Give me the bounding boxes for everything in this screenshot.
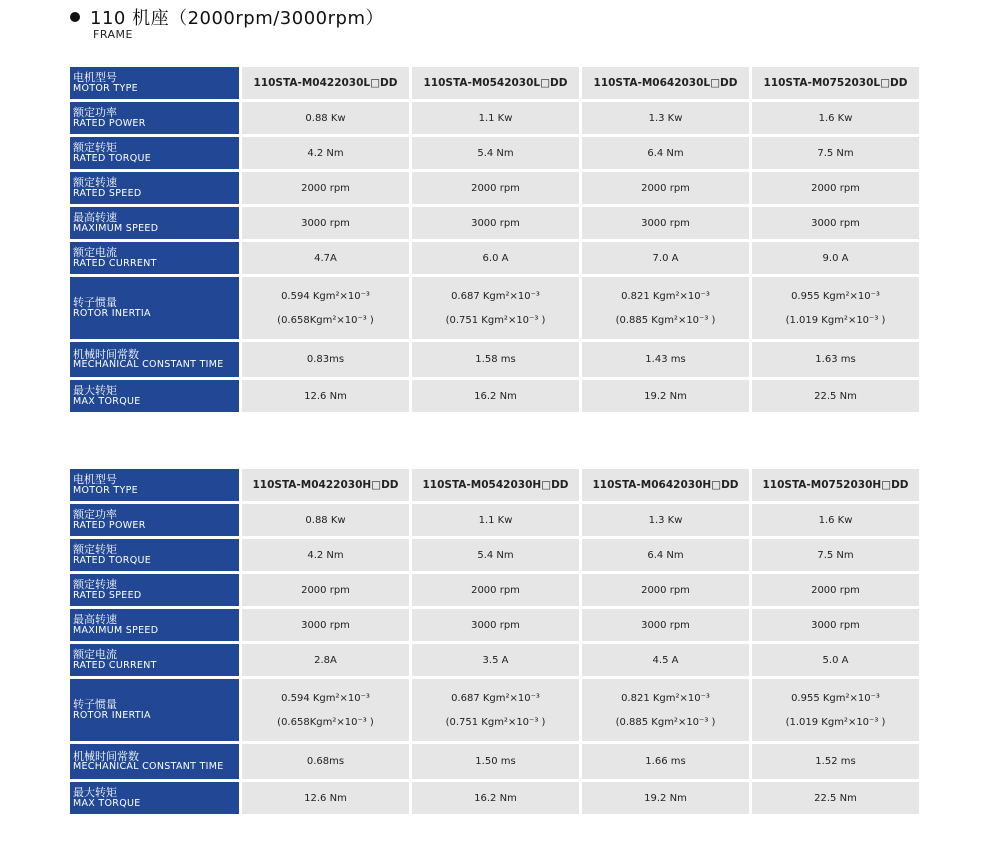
row-label: 额定功率 RATED POWER xyxy=(70,504,239,536)
row-label: 额定电流 RATED CURRENT xyxy=(70,242,239,274)
value-cell: 0.687 Kgm²×10⁻³ (0.751 Kgm²×10⁻³ ) xyxy=(409,277,579,339)
table-row-rated-speed xyxy=(70,574,919,606)
value-cell: 3000 rpm xyxy=(579,207,749,239)
value-cell: 0.687 Kgm²×10⁻³ (0.751 Kgm²×10⁻³ ) xyxy=(409,679,579,741)
value-cell: 3000 rpm xyxy=(749,609,919,641)
value-cell: 3000 rpm xyxy=(749,207,919,239)
table-row-max-speed xyxy=(70,207,919,239)
value-cell: 0.821 Kgm²×10⁻³ (0.885 Kgm²×10⁻³ ) xyxy=(579,679,749,741)
row-label: 最高转速 MAXIMUM SPEED xyxy=(70,609,239,641)
value-cell: 3.5 A xyxy=(409,644,579,676)
value-cell: 2000 rpm xyxy=(239,574,409,606)
value-cell: 12.6 Nm xyxy=(239,380,409,412)
table-row-rotor-inertia xyxy=(70,679,919,741)
spec-table-h xyxy=(70,466,919,817)
value-cell: 22.5 Nm xyxy=(749,782,919,814)
row-label: 额定转速 RATED SPEED xyxy=(70,574,239,606)
table-row-rated-torque xyxy=(70,137,919,169)
value-cell: 3000 rpm xyxy=(239,207,409,239)
value-cell: 6.4 Nm xyxy=(579,539,749,571)
value-cell: 0.821 Kgm²×10⁻³ (0.885 Kgm²×10⁻³ ) xyxy=(579,277,749,339)
value-cell: 3000 rpm xyxy=(409,207,579,239)
table-row-motor-type xyxy=(70,67,919,99)
value-cell: 1.1 Kw xyxy=(409,102,579,134)
value-cell: 22.5 Nm xyxy=(749,380,919,412)
model-cell: 110STA-M0422030L□DD xyxy=(239,67,409,99)
value-cell: 1.52 ms xyxy=(749,744,919,779)
row-label: 最大转矩 MAX TORQUE xyxy=(70,782,239,814)
row-label: 额定转速 RATED SPEED xyxy=(70,172,239,204)
value-cell: 2000 rpm xyxy=(749,574,919,606)
value-cell: 9.0 A xyxy=(749,242,919,274)
row-label: 转子惯量 ROTOR INERTIA xyxy=(70,277,239,339)
value-cell: 0.955 Kgm²×10⁻³ (1.019 Kgm²×10⁻³ ) xyxy=(749,679,919,741)
value-cell: 2000 rpm xyxy=(239,172,409,204)
table-row-rated-current xyxy=(70,644,919,676)
model-cell: 110STA-M0752030H□DD xyxy=(749,469,919,501)
value-cell: 0.88 Kw xyxy=(239,102,409,134)
value-cell: 5.4 Nm xyxy=(409,137,579,169)
section-heading xyxy=(70,4,384,30)
value-cell: 1.58 ms xyxy=(409,342,579,377)
spec-table-l xyxy=(70,64,919,415)
value-cell: 4.2 Nm xyxy=(239,137,409,169)
model-cell: 110STA-M0422030H□DD xyxy=(239,469,409,501)
value-cell: 19.2 Nm xyxy=(579,380,749,412)
value-cell: 7.5 Nm xyxy=(749,137,919,169)
table-row-rated-power xyxy=(70,102,919,134)
page-title: 110 机座（2000rpm/3000rpm） xyxy=(90,8,384,29)
value-cell: 0.594 Kgm²×10⁻³ (0.658Kgm²×10⁻³ ) xyxy=(239,679,409,741)
row-label: 机械时间常数 MECHANICAL CONSTANT TIME xyxy=(70,342,239,377)
value-cell: 1.43 ms xyxy=(579,342,749,377)
table-row-max-speed xyxy=(70,609,919,641)
value-cell: 1.6 Kw xyxy=(749,102,919,134)
table-row-mech-time xyxy=(70,342,919,377)
value-cell: 2000 rpm xyxy=(579,574,749,606)
value-cell: 2000 rpm xyxy=(749,172,919,204)
table-row-max-torque xyxy=(70,380,919,412)
value-cell: 3000 rpm xyxy=(239,609,409,641)
model-cell: 110STA-M0542030H□DD xyxy=(409,469,579,501)
value-cell: 7.0 A xyxy=(579,242,749,274)
table-row-motor-type xyxy=(70,469,919,501)
row-label: 机械时间常数 MECHANICAL CONSTANT TIME xyxy=(70,744,239,779)
table-row-max-torque xyxy=(70,782,919,814)
value-cell: 2.8A xyxy=(239,644,409,676)
row-label: 电机型号 MOTOR TYPE xyxy=(70,469,239,501)
value-cell: 0.83ms xyxy=(239,342,409,377)
model-cell: 110STA-M0542030L□DD xyxy=(409,67,579,99)
value-cell: 1.63 ms xyxy=(749,342,919,377)
row-label: 额定功率 RATED POWER xyxy=(70,102,239,134)
row-label: 额定电流 RATED CURRENT xyxy=(70,644,239,676)
value-cell: 1.6 Kw xyxy=(749,504,919,536)
value-cell: 2000 rpm xyxy=(409,574,579,606)
value-cell: 1.1 Kw xyxy=(409,504,579,536)
row-label: 额定转矩 RATED TORQUE xyxy=(70,137,239,169)
value-cell: 0.68ms xyxy=(239,744,409,779)
value-cell: 1.3 Kw xyxy=(579,504,749,536)
table-row-rated-torque xyxy=(70,539,919,571)
value-cell: 4.5 A xyxy=(579,644,749,676)
value-cell: 4.2 Nm xyxy=(239,539,409,571)
model-cell: 110STA-M0642030H□DD xyxy=(579,469,749,501)
bullet-icon xyxy=(70,12,80,22)
table-row-rated-power xyxy=(70,504,919,536)
value-cell: 1.50 ms xyxy=(409,744,579,779)
value-cell: 19.2 Nm xyxy=(579,782,749,814)
row-label: 最高转速 MAXIMUM SPEED xyxy=(70,207,239,239)
value-cell: 1.3 Kw xyxy=(579,102,749,134)
value-cell: 2000 rpm xyxy=(579,172,749,204)
value-cell: 3000 rpm xyxy=(579,609,749,641)
value-cell: 3000 rpm xyxy=(409,609,579,641)
model-cell: 110STA-M0642030L□DD xyxy=(579,67,749,99)
value-cell: 4.7A xyxy=(239,242,409,274)
value-cell: 12.6 Nm xyxy=(239,782,409,814)
table-row-rotor-inertia xyxy=(70,277,919,339)
table-row-mech-time xyxy=(70,744,919,779)
value-cell: 0.955 Kgm²×10⁻³ (1.019 Kgm²×10⁻³ ) xyxy=(749,277,919,339)
value-cell: 6.4 Nm xyxy=(579,137,749,169)
row-label: 额定转矩 RATED TORQUE xyxy=(70,539,239,571)
row-label: 最大转矩 MAX TORQUE xyxy=(70,380,239,412)
value-cell: 6.0 A xyxy=(409,242,579,274)
table-row-rated-speed xyxy=(70,172,919,204)
row-label: 转子惯量 ROTOR INERTIA xyxy=(70,679,239,741)
value-cell: 16.2 Nm xyxy=(409,380,579,412)
value-cell: 7.5 Nm xyxy=(749,539,919,571)
value-cell: 5.4 Nm xyxy=(409,539,579,571)
value-cell: 0.88 Kw xyxy=(239,504,409,536)
value-cell: 2000 rpm xyxy=(409,172,579,204)
value-cell: 0.594 Kgm²×10⁻³ (0.658Kgm²×10⁻³ ) xyxy=(239,277,409,339)
page-subtitle: FRAME xyxy=(93,28,133,41)
row-label: 电机型号 MOTOR TYPE xyxy=(70,67,239,99)
value-cell: 16.2 Nm xyxy=(409,782,579,814)
value-cell: 1.66 ms xyxy=(579,744,749,779)
model-cell: 110STA-M0752030L□DD xyxy=(749,67,919,99)
value-cell: 5.0 A xyxy=(749,644,919,676)
table-row-rated-current xyxy=(70,242,919,274)
